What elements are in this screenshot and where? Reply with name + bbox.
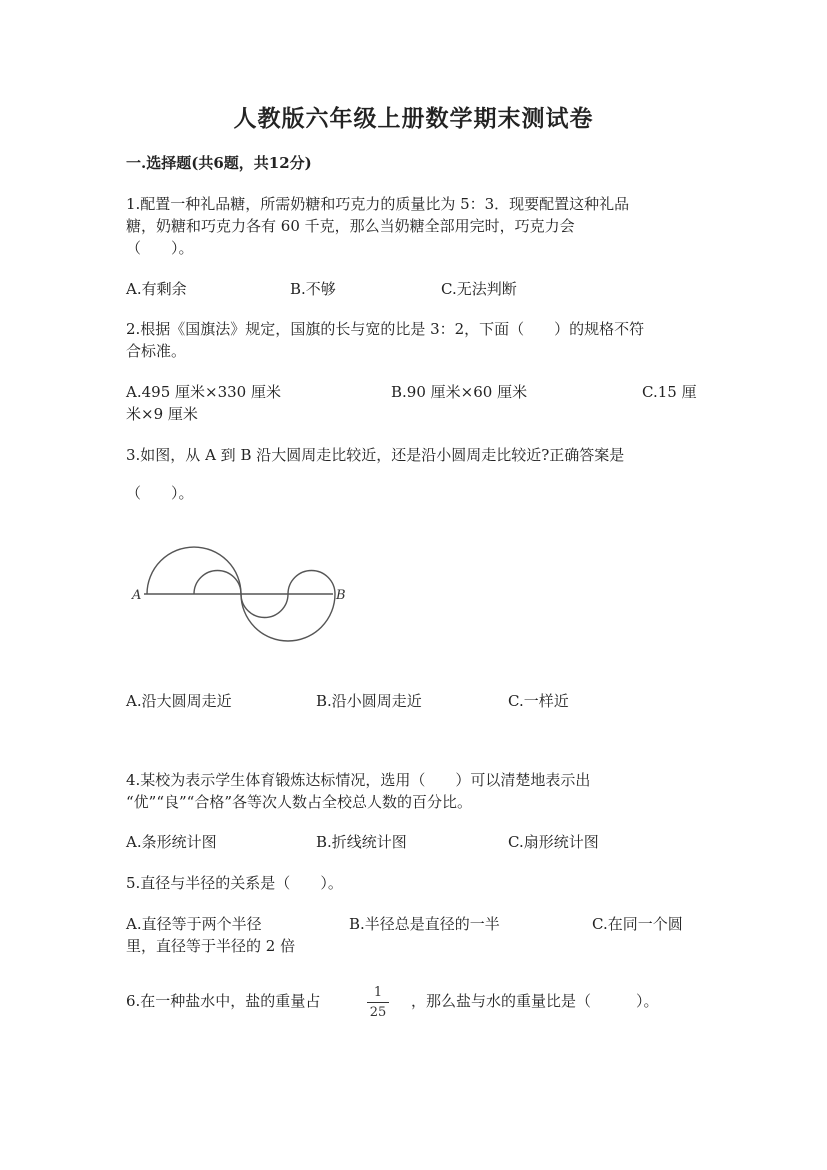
fraction-bar [367, 1002, 389, 1003]
question-3-line-2: （ ）。 [126, 484, 194, 502]
question-6-prefix: 6.在一种盐水中，盐的重量占 [126, 992, 321, 1010]
question-2-line-2: 合标准。 [126, 342, 187, 360]
question-4-line-1: 4.某校为表示学生体育锻炼达标情况，选用（ ）可以清楚地表示出 [126, 771, 591, 789]
question-2-line-1: 2.根据《国旗法》规定，国旗的长与宽的比是 3：2，下面（ ）的规格不符 [126, 320, 645, 338]
question-1-line-2: 糖，奶糖和巧克力各有 60 千克，那么当奶糖全部用完时，巧克力会 [126, 217, 575, 235]
question-4-option-c: C.扇形统计图 [508, 833, 599, 851]
question-1-option-b: B.不够 [290, 280, 336, 298]
question-1-option-a: A.有剩余 [126, 280, 187, 298]
section-heading: 一.选择题(共6题，共12分) [126, 154, 312, 172]
question-5-option-a: A.直径等于两个半径 [126, 915, 262, 933]
question-4-option-b: B.折线统计图 [316, 833, 407, 851]
question-3-option-b: B.沿小圆周走近 [316, 692, 422, 710]
question-6-fraction [367, 985, 389, 1020]
question-6-suffix: ，那么盐与水的重量比是（ ）。 [411, 992, 659, 1010]
figure-label-b: B [336, 588, 346, 603]
question-2-option-c-continued: 米×9 厘米 [126, 405, 198, 423]
figure-label-a: A [132, 588, 142, 603]
question-3-option-a: A.沿大圆周走近 [126, 692, 232, 710]
question-2-option-b: B.90 厘米×60 厘米 [391, 383, 528, 401]
question-5-line-1: 5.直径与半径的关系是（ ）。 [126, 874, 343, 892]
page-title: 人教版六年级上册数学期末测试卷 [233, 105, 594, 132]
question-1-line-1: 1.配置一种礼品糖，所需奶糖和巧克力的质量比为 5：3．现要配置这种礼品 [126, 195, 630, 213]
question-4-option-a: A.条形统计图 [126, 833, 217, 851]
fraction-denominator: 25 [369, 1005, 387, 1020]
question-3-option-c: C.一样近 [508, 692, 569, 710]
question-5-option-c-continued: 里，直径等于半径的 2 倍 [126, 937, 296, 955]
question-4-line-2: “优”“良”“合格”各等次人数占全校总人数的百分比。 [126, 793, 473, 811]
question-5-option-c: C.在同一个圆 [592, 915, 683, 933]
question-2-option-c: C.15 厘 [642, 383, 697, 401]
fraction-numerator: 1 [373, 985, 383, 1000]
question-1-line-3: （ ）。 [126, 239, 194, 257]
question-2-option-a: A.495 厘米×330 厘米 [126, 383, 281, 401]
question-5-option-b: B.半径总是直径的一半 [349, 915, 500, 933]
question-3-line-1: 3.如图，从 A 到 B 沿大圆周走比较近，还是沿小圆周走比较近?正确答案是 [126, 446, 625, 464]
question-3-circles-figure [128, 536, 358, 646]
question-1-option-c: C.无法判断 [441, 280, 517, 298]
